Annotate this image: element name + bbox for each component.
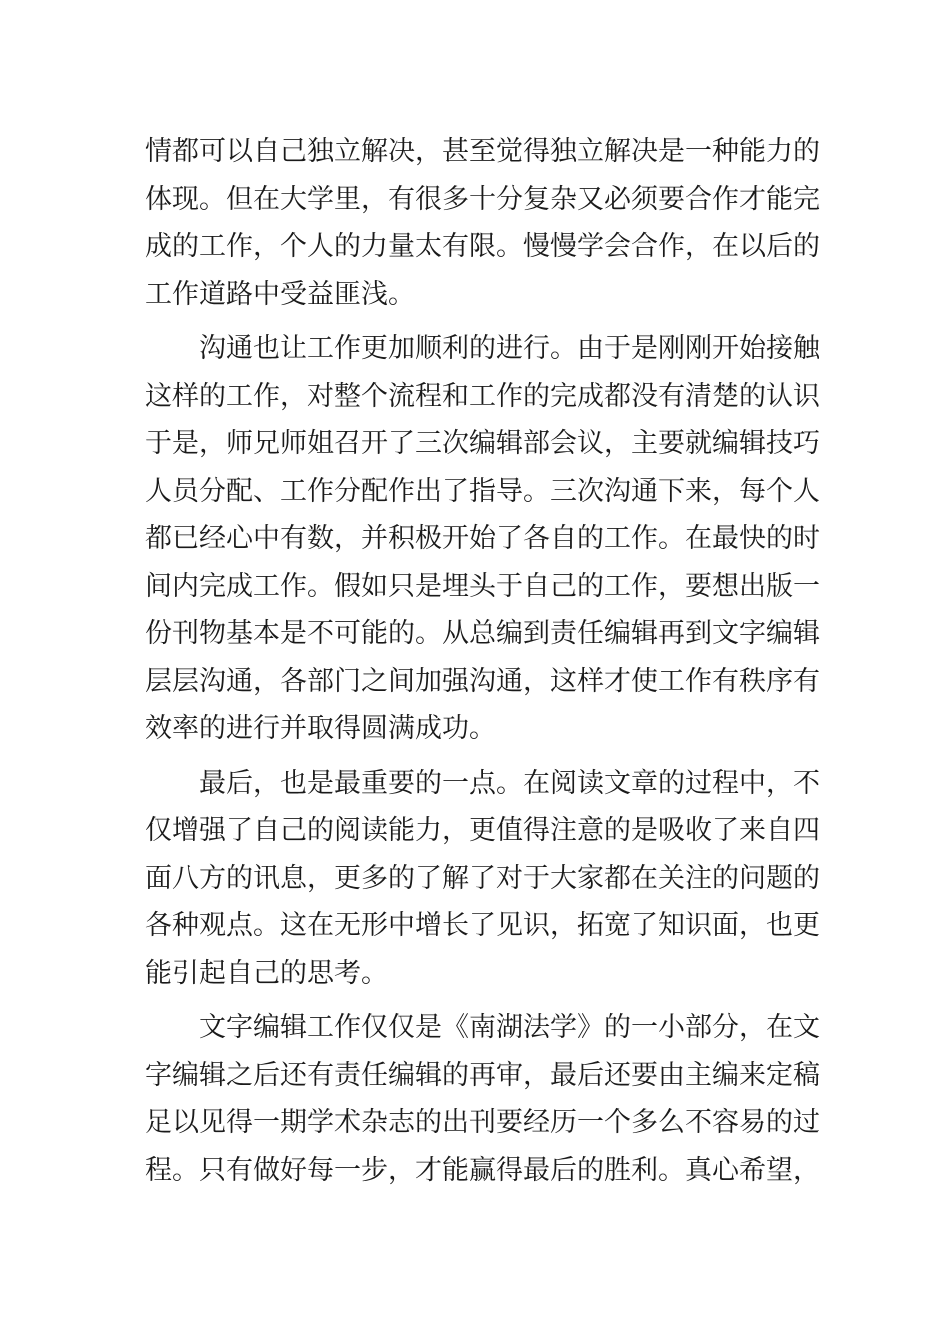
- text-line: 人员分配、工作分配作出了指导。三次沟通下来，每个人: [145, 475, 820, 507]
- paragraph-4: [145, 1004, 820, 1194]
- paragraph-3: [145, 760, 820, 998]
- text-line: 文字编辑工作仅仅是《南湖法学》的一小部分，在文: [199, 1012, 820, 1043]
- text-line: 面八方的讯息，更多的了解了对于大家都在关注的问题的: [145, 862, 820, 894]
- text-line: 最后，也是最重要的一点。在阅读文章的过程中，不: [199, 767, 820, 799]
- text-line: 体现。但在大学里，有很多十分复杂又必须要合作才能完: [145, 183, 820, 215]
- text-line: 沟通也让工作更加顺利的进行。由于是刚刚开始接触: [199, 333, 820, 364]
- text-line: 情都可以自己独立解决，甚至觉得独立解决是一种能力的: [145, 136, 820, 167]
- paragraph-1: [145, 128, 820, 318]
- body-text: [145, 128, 820, 1194]
- text-line: 份刊物基本是不可能的。从总编到责任编辑再到文字编辑: [145, 618, 820, 649]
- text-line: 工作道路中受益匪浅。: [145, 278, 415, 310]
- text-line: 效率的进行并取得圆满成功。: [145, 713, 496, 744]
- text-line: 各种观点。这在无形中增长了见识，拓宽了知识面，也更: [145, 910, 820, 941]
- text-line: 程。只有做好每一步，才能赢得最后的胜利。真心希望，: [145, 1154, 820, 1186]
- text-line: 于是，师兄师姐召开了三次编辑部会议，主要就编辑技巧: [145, 428, 820, 459]
- paragraph-2: [145, 325, 820, 753]
- text-line: 这样的工作，对整个流程和工作的完成都没有清楚的认识: [145, 380, 820, 412]
- text-line: 字编辑之后还有责任编辑的再审，最后还要由主编来定稿: [145, 1059, 820, 1091]
- text-line: 仅增强了自己的阅读能力，更值得注意的是吸收了来自四: [145, 815, 820, 846]
- text-line: 能引起自己的思考。: [145, 957, 388, 989]
- text-line: 间内完成工作。假如只是埋头于自己的工作，要想出版一: [145, 570, 820, 602]
- text-line: 都已经心中有数，并积极开始了各自的工作。在最快的时: [145, 523, 820, 554]
- text-line: 层层沟通，各部门之间加强沟通，这样才使工作有秩序有: [145, 665, 820, 697]
- text-line: 足以见得一期学术杂志的出刊要经历一个多么不容易的过: [145, 1107, 820, 1138]
- text-line: 成的工作，个人的力量太有限。慢慢学会合作，在以后的: [145, 231, 820, 262]
